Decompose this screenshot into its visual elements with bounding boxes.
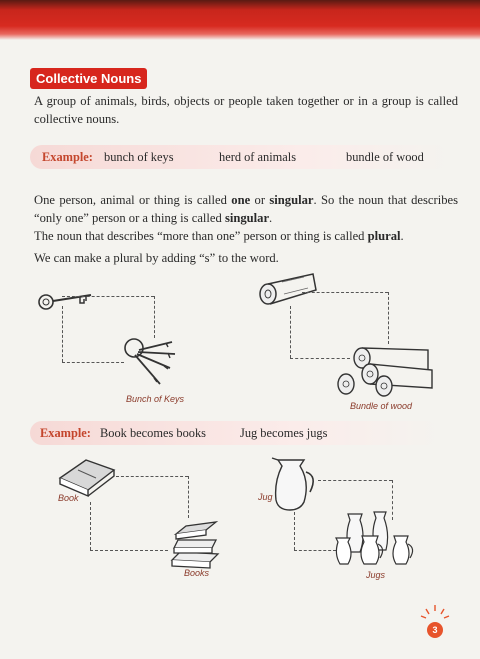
group-of-jugs-icon	[332, 508, 418, 568]
connector-line	[302, 292, 388, 293]
connector-line	[154, 296, 155, 338]
bold-term: singular	[224, 211, 270, 225]
connector-line	[62, 306, 63, 362]
text-run: The noun that describes “more than one” person or thing is called	[34, 229, 368, 243]
adding-s-text: We can make a plural by adding “s” to the word.	[34, 251, 279, 265]
page-number: 3	[427, 622, 443, 638]
key-icon	[36, 288, 96, 318]
connector-line	[62, 362, 124, 363]
text-run: .	[269, 211, 273, 225]
connector-line	[62, 296, 154, 297]
caption-bundle-of-wood: Bundle of wood	[350, 401, 413, 411]
bold-term: one	[231, 193, 251, 207]
example-strip-2	[30, 421, 440, 445]
bold-term: singular	[269, 193, 314, 207]
jug-icon	[270, 456, 320, 512]
connector-line	[318, 480, 392, 481]
example-label: Example:	[42, 150, 93, 164]
example-item: bundle of wood	[346, 150, 424, 164]
text-run: One person, animal or thing is called	[34, 193, 232, 207]
log-icon	[258, 272, 320, 308]
example-item: Book becomes books	[100, 426, 206, 440]
caption-jugs: Jugs	[366, 570, 386, 580]
stack-of-books-icon	[166, 516, 226, 568]
caption-bunch-of-keys: Bunch of Keys	[126, 394, 185, 404]
example-item: bunch of keys	[104, 150, 174, 164]
connector-line	[290, 306, 291, 358]
connector-line	[90, 502, 91, 550]
connector-line	[388, 292, 389, 344]
connector-line	[294, 512, 295, 550]
connector-line	[188, 476, 189, 518]
book-icon	[56, 458, 118, 494]
example-item: Jug becomes jugs	[240, 426, 328, 440]
bunch-of-keys-icon	[120, 334, 182, 396]
example-label: Example:	[40, 426, 91, 440]
plural-text	[34, 227, 458, 245]
caption-book: Book	[58, 493, 79, 503]
singular-text	[34, 191, 458, 227]
caption-jug: Jug	[258, 492, 273, 502]
bold-term: plural	[367, 229, 401, 243]
example-item: herd of animals	[219, 150, 297, 164]
example-strip-1	[30, 145, 450, 169]
definition-text: A group of animals, birds, objects or people taken together or in a group is called collective nouns.	[34, 94, 458, 126]
caption-books: Books	[184, 568, 210, 578]
section-heading: Collective Nouns	[30, 68, 147, 89]
connector-line	[294, 550, 336, 551]
bundle-of-logs-icon	[332, 338, 440, 400]
text-run: or	[250, 193, 270, 207]
top-color-band	[0, 0, 480, 40]
connector-line	[90, 550, 168, 551]
text-run: . So the noun that describes “only one” person or a thing is called	[34, 193, 458, 225]
text-run: .	[400, 229, 404, 243]
connector-line	[116, 476, 188, 477]
